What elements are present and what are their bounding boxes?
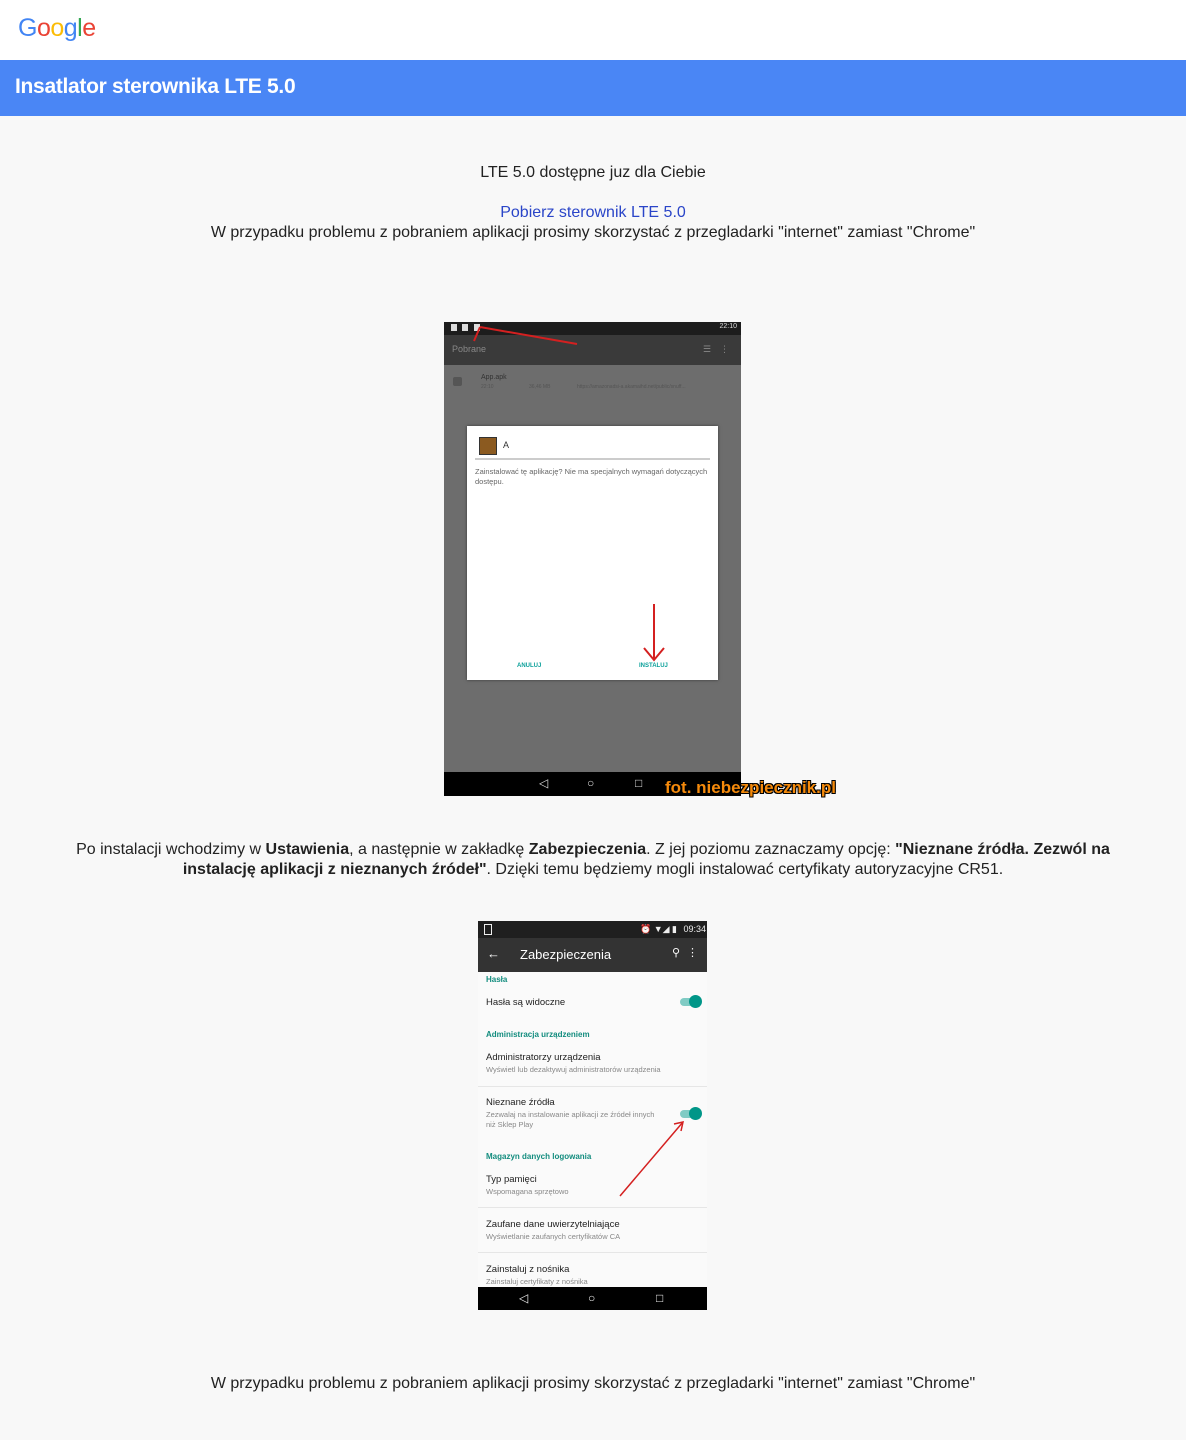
annotation-arrow	[478, 921, 707, 1310]
section-credential-storage: Magazyn danych logowania	[486, 1152, 592, 1161]
item-passwords-visible: Hasła są widoczne	[486, 997, 566, 1008]
downloads-title: Pobrane	[452, 344, 487, 354]
logo-letter: g	[63, 14, 78, 42]
installer-screenshot	[444, 322, 741, 796]
file-url: https://amazonadsi-a.akamaihd.net/public/snuff...	[577, 384, 686, 390]
home-icon: ○	[587, 776, 595, 790]
unknown-sources-arrow-line	[620, 1122, 683, 1196]
headline: LTE 5.0 dostępne juz dla Ciebie	[480, 164, 706, 181]
download-line	[0, 204, 1186, 222]
status-arrow-line	[480, 327, 577, 344]
instr-bold-security: Zabezpieczenia	[528, 841, 647, 858]
page-title: Insatlator sterownika LTE 5.0	[15, 75, 296, 98]
item-install-from-storage: Zainstaluj z nośnika	[486, 1264, 570, 1275]
item-trusted-credentials: Zaufane dane uwierzytelniające	[486, 1219, 620, 1230]
dialog-app-name: A	[503, 440, 510, 450]
item-storage-type-sub: Wspomagana sprzętowo	[486, 1187, 569, 1196]
back-icon: ◁	[519, 1291, 529, 1305]
security-title: Zabezpieczenia	[520, 947, 612, 962]
sort-icon: ☰	[702, 344, 711, 354]
dialog-question: Zainstalować tę aplikację? Nie ma specjalnych wymagań dotyczących dostępu.	[475, 467, 708, 486]
recents-icon: □	[656, 1291, 664, 1305]
item-trusted-credentials-sub: Wyświetlanie zaufanych certyfikatów CA	[486, 1232, 621, 1241]
item-device-admins-sub: Wyświetl lub dezaktywuj administratorów urządzenia	[486, 1065, 661, 1074]
instr-bold-settings: Ustawienia	[265, 841, 350, 858]
status-time: 22:10	[719, 323, 737, 330]
search-icon: ⚲	[671, 947, 680, 959]
section-device-admin: Administracja urządzeniem	[486, 1030, 590, 1039]
instr-bold-unknown-sources: "Nieznane źródła. Zezwól na instalację aplikacji z nieznanych źródeł"	[182, 841, 1110, 878]
recents-icon: □	[635, 776, 643, 790]
instr-text-4: . Dzięki temu będziemy mogli instalować certyfikaty autoryzacyjne CR51.	[486, 861, 1004, 878]
more-icon: ⋮	[720, 344, 729, 354]
item-install-from-storage-sub: Zainstaluj certyfikaty z nośnika	[486, 1277, 588, 1286]
logo-letter: o	[50, 14, 64, 42]
section-passwords: Hasła	[486, 975, 508, 984]
instructions-paragraph	[50, 840, 1136, 880]
item-storage-type: Typ pamięci	[486, 1174, 537, 1185]
nav-bar	[478, 1287, 707, 1310]
photo-credit: fot. niebezpiecznik.pl	[665, 778, 836, 797]
logo-letter: e	[82, 14, 96, 42]
google-logo[interactable]	[18, 14, 96, 43]
item-device-admins: Administratorzy urządzenia	[486, 1052, 601, 1063]
file-time: 22:10	[481, 384, 494, 390]
install-button: INSTALUJ	[639, 663, 668, 669]
signal-icons: ⏰ ▼◢ ▮	[640, 924, 677, 934]
browser-note-top: W przypadku problemu z pobraniem aplikacji prosimy skorzystać z przegladarki "internet" zamiast "Chrome"	[210, 224, 976, 241]
logo-letter: G	[18, 14, 37, 42]
security-settings-screenshot	[478, 921, 707, 1310]
file-size: 36,46 MB	[529, 384, 551, 390]
cancel-button: ANULUJ	[517, 663, 542, 669]
home-icon: ○	[588, 1291, 596, 1305]
top-bar	[0, 0, 1186, 60]
browser-note-bottom: W przypadku problemu z pobraniem aplikacji prosimy skorzystać z przegladarki "internet" zamiast "Chrome"	[210, 1375, 976, 1392]
download-link[interactable]: Pobierz sterownik LTE 5.0	[500, 204, 686, 221]
file-name: App.apk	[481, 374, 507, 381]
logo-letter: o	[36, 14, 51, 42]
logo-letter: l	[77, 14, 83, 42]
status-time: 09:34	[683, 924, 706, 934]
status-arrow-head	[474, 327, 480, 341]
item-unknown-sources: Nieznane źródła	[486, 1097, 555, 1108]
more-icon: ⋮	[687, 947, 698, 959]
title-bar	[0, 60, 1186, 116]
instr-text-3: . Z jej poziomu zaznaczamy opcję:	[646, 841, 896, 858]
annotation-arrows	[444, 322, 741, 796]
instr-text-2: , a następnie w zakładkę	[349, 841, 529, 858]
back-arrow-icon: ←	[487, 946, 500, 961]
instr-text-1: Po instalacji wchodzimy w	[76, 841, 266, 858]
item-unknown-sources-sub: Zezwalaj na instalowanie aplikacji ze źródeł innych niż Sklep Play	[486, 1110, 655, 1129]
back-icon: ◁	[539, 776, 549, 790]
